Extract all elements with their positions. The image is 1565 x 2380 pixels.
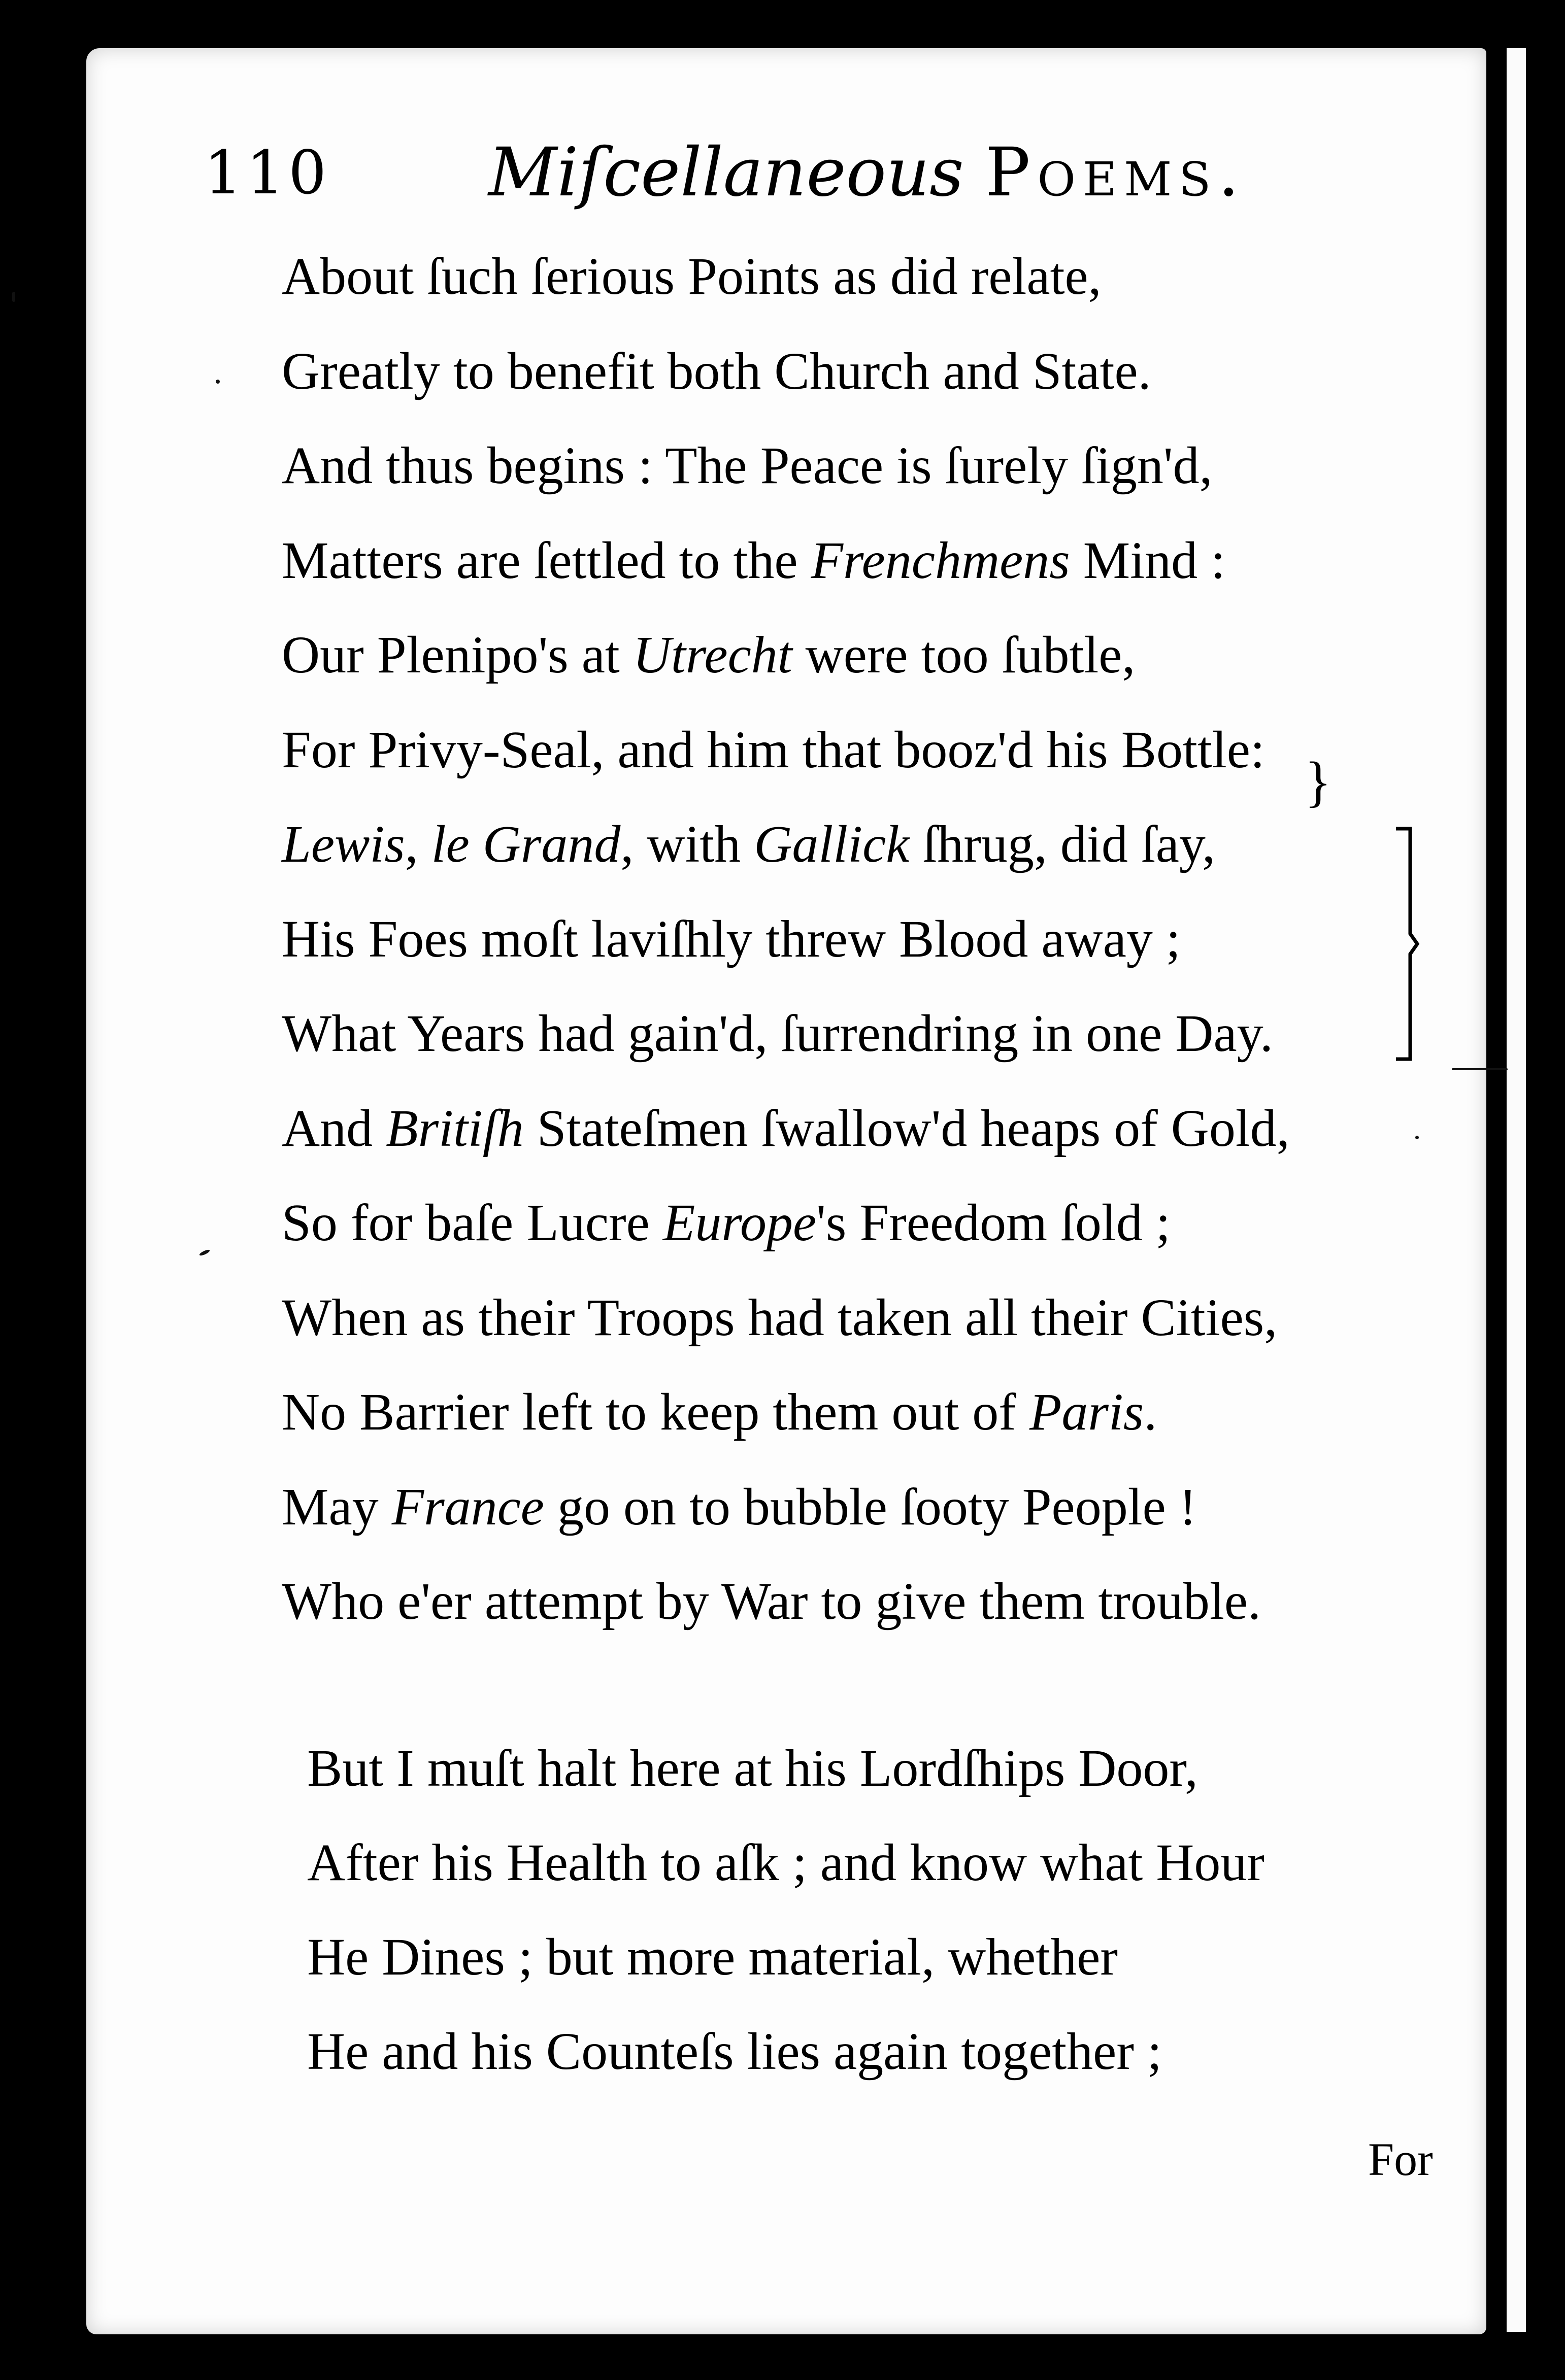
verse-line	[282, 528, 1225, 594]
verse-line	[282, 1190, 1171, 1256]
verse-text: About ſuch ſerious Points as did relate,	[282, 247, 1102, 305]
verse-line	[282, 1474, 1196, 1540]
verse-line	[282, 811, 1215, 877]
verse-text: For Privy-Seal, and him that booz'd his Bottle:	[282, 720, 1265, 779]
verse-text: May	[282, 1477, 392, 1536]
verse-italic-text: Gallick	[754, 815, 910, 873]
page-gutter	[1507, 48, 1526, 2332]
verse-text: .	[1144, 1383, 1157, 1441]
triplet-brace	[1391, 825, 1421, 1063]
verse-text: 's Freedom ſold ;	[816, 1194, 1171, 1252]
verse-text: , with	[620, 815, 754, 873]
running-title	[488, 134, 1246, 211]
verse-text: Who e'er attempt by War to give them trouble.	[282, 1572, 1261, 1630]
verse-text: were too ſubtle,	[792, 626, 1136, 684]
verse-text: ,	[405, 815, 431, 873]
verse-line	[282, 338, 1151, 404]
verse-line	[282, 622, 1135, 688]
verse-italic-text: Lewis	[282, 815, 405, 873]
verse-italic-text: le Grand	[431, 815, 621, 873]
verse-italic-text: France	[391, 1477, 544, 1536]
verse-text: When as their Troops had taken all their Cities,	[282, 1288, 1278, 1347]
verse-line	[282, 1001, 1273, 1067]
verse-line	[282, 244, 1102, 310]
couplet-brace: }	[1305, 751, 1331, 812]
verse-italic-text: Paris	[1029, 1383, 1144, 1441]
margin-speck	[12, 292, 15, 302]
verse-text: Mind :	[1070, 531, 1225, 590]
verse-italic-text: Europe	[662, 1194, 817, 1252]
verse-text: But I muſt halt here at his Lordſhips Door,	[307, 1739, 1198, 1797]
verse-line	[307, 1830, 1264, 1896]
verse-line	[307, 1736, 1198, 1801]
verse-text: ſhrug, did ſay,	[909, 815, 1216, 873]
verse-italic-text: Britiſh	[386, 1099, 524, 1158]
verse-text: No Barrier left to keep them out of	[282, 1383, 1029, 1441]
verse-line	[282, 1569, 1261, 1635]
verse-text: What Years had gain'd, ſurrendring in one Day.	[282, 1004, 1273, 1063]
running-header	[204, 134, 1321, 211]
verse-text: Greatly to benefit both Church and State.	[282, 342, 1151, 400]
title-caps: Poems.	[985, 133, 1247, 212]
verse-italic-text: Frenchmens	[811, 531, 1070, 590]
verse-line	[282, 1096, 1290, 1162]
page-number: 110	[204, 138, 331, 208]
verse-text: Stateſmen ſwallow'd heaps of Gold,	[523, 1099, 1290, 1158]
margin-rule	[1452, 1068, 1508, 1070]
verse-italic-text: Utrecht	[632, 626, 792, 684]
margin-speck	[1415, 1136, 1419, 1139]
verse-text: go on to bubble ſooty People !	[544, 1477, 1197, 1536]
verse-text: He and his Counteſs lies again together ;	[307, 2022, 1162, 2081]
verse-text: And	[282, 1099, 386, 1158]
verse-text: So for baſe Lucre	[282, 1194, 663, 1252]
verse-line	[282, 433, 1213, 499]
title-italic: Miſcellaneous	[488, 133, 964, 212]
verse-line	[282, 1379, 1157, 1445]
verse-line	[307, 1924, 1118, 1990]
verse-text: Matters are ſettled to the	[282, 531, 811, 590]
verse-text: And thus begins : The Peace is ſurely ſign'd,	[282, 436, 1213, 495]
verse-line	[282, 906, 1181, 972]
verse-line	[307, 2019, 1162, 2085]
verse-line	[282, 1285, 1277, 1351]
catchword: For	[1368, 2133, 1433, 2185]
verse-text: After his Health to aſk ; and know what Hour	[307, 1833, 1265, 1892]
verse-line	[282, 717, 1265, 783]
verse-text: Our Plenipo's at	[282, 626, 633, 684]
verse-text: He Dines ; but more material, whether	[307, 1928, 1118, 1986]
margin-speck	[216, 380, 220, 384]
verse-text: His Foes moſt laviſhly threw Blood away ;	[282, 909, 1181, 968]
